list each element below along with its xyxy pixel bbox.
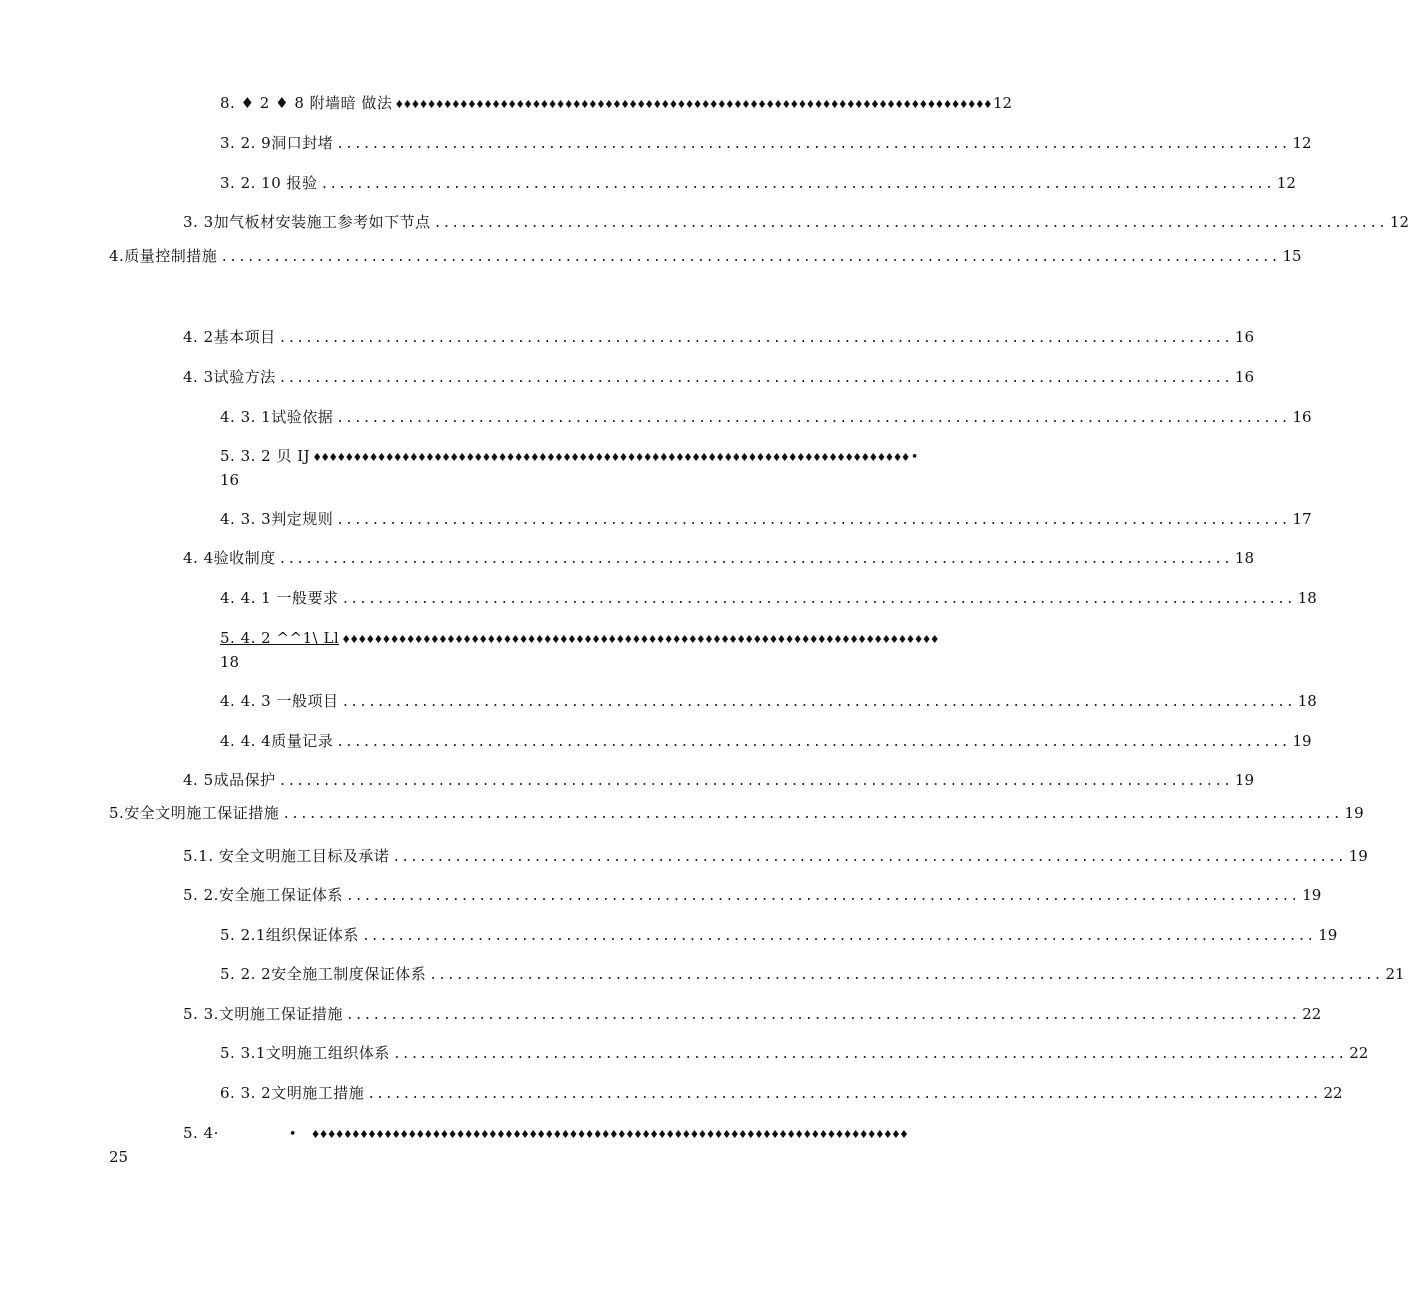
- toc-entry-page: 18: [220, 653, 240, 671]
- toc-entry-page: 18: [1234, 549, 1254, 567]
- toc-entry-page: 18: [1297, 589, 1317, 607]
- toc-entry[interactable]: [183, 365, 1254, 389]
- toc-entry[interactable]: [220, 91, 1013, 115]
- diamond-leader: ♦♦♦♦♦♦♦♦♦♦♦♦♦♦♦♦♦♦♦♦♦♦♦♦♦♦♦♦♦♦♦♦♦♦♦♦♦♦♦♦♦♦♦♦♦♦♦♦♦♦♦♦♦♦♦♦♦♦♦♦♦♦♦♦♦♦♦♦♦♦♦♦♦♦: [341, 633, 938, 646]
- toc-entry[interactable]: [220, 1081, 1343, 1105]
- toc-entry[interactable]: [220, 729, 1312, 753]
- toc-entry[interactable]: [109, 244, 1302, 268]
- toc-entry[interactable]: [220, 689, 1317, 713]
- bullet-icon: •: [288, 1127, 297, 1142]
- dot-leader: ............................................................................................................: [433, 216, 1387, 231]
- dot-leader: ............................................................................................................: [341, 695, 1295, 710]
- toc-entry-page: 16: [1234, 328, 1254, 346]
- toc-entry-page: 12: [1389, 213, 1409, 231]
- toc-entry[interactable]: [183, 210, 1409, 234]
- dot-leader: ............................................................................................................: [336, 513, 1290, 528]
- toc-entry-label: 5. 4·: [183, 1124, 219, 1142]
- leader-end-dot: •: [910, 450, 919, 465]
- toc-entry[interactable]: [183, 844, 1368, 868]
- toc-entry-page: 17: [1292, 510, 1312, 528]
- toc-entry-label: 5. 3. 2 贝 IJ: [220, 447, 311, 465]
- toc-entry[interactable]: [220, 171, 1296, 195]
- toc-entry-page: 19: [1292, 732, 1312, 750]
- toc-entry-page: 19: [1348, 847, 1368, 865]
- toc-entry-label: 4. 3. 3判定规则: [220, 510, 334, 528]
- toc-entry[interactable]: [183, 325, 1254, 349]
- toc-entry[interactable]: [183, 1002, 1322, 1026]
- toc-entry[interactable]: [183, 1121, 908, 1145]
- diamond-leader: ♦♦♦♦♦♦♦♦♦♦♦♦♦♦♦♦♦♦♦♦♦♦♦♦♦♦♦♦♦♦♦♦♦♦♦♦♦♦♦♦♦♦♦♦♦♦♦♦♦♦♦♦♦♦♦♦♦♦♦♦♦♦♦♦♦♦♦♦♦♦♦♦♦♦: [310, 1128, 908, 1141]
- dot-leader: ........................................................................................................................: [220, 250, 1280, 265]
- dot-leader: ............................................................................................................: [278, 371, 1232, 386]
- toc-entry[interactable]: [220, 586, 1317, 610]
- toc-entry-label: 5. 2. 2安全施工制度保证体系: [220, 965, 427, 983]
- toc-entry-page: 25: [109, 1148, 129, 1166]
- toc-entry[interactable]: [183, 768, 1254, 792]
- toc-entry-label: 4. 3试验方法: [183, 368, 276, 386]
- toc-entry-page: 19: [1344, 804, 1364, 822]
- toc-entry[interactable]: [183, 883, 1322, 907]
- toc-entry[interactable]: [220, 507, 1312, 531]
- toc-entry-page: 15: [1282, 247, 1302, 265]
- toc-entry-label: 5.1. 安全文明施工目标及承诺: [183, 847, 390, 865]
- dot-leader: ............................................................................................................: [345, 1008, 1300, 1023]
- dot-leader: ............................................................................................................: [336, 735, 1290, 750]
- toc-entry-label: 5. 2.1组织保证体系: [220, 926, 359, 944]
- toc-entry-page: 22: [1349, 1044, 1369, 1062]
- toc-entry-page: 16: [1292, 408, 1312, 426]
- toc-entry-page: 19: [1302, 886, 1322, 904]
- toc-entry-label: 5.安全文明施工保证措施: [109, 804, 280, 822]
- dot-leader: ............................................................................................................: [341, 592, 1295, 607]
- toc-entry-label: 8. ♦ 2 ♦ 8 附墙暗 做法: [220, 94, 393, 112]
- dot-leader: ............................................................................................................: [345, 889, 1300, 904]
- toc-entry-page: 12: [1276, 174, 1296, 192]
- toc-entry-label: 4. 4. 1 一般要求: [220, 589, 339, 607]
- toc-entry[interactable]: [220, 131, 1312, 155]
- dot-leader: ............................................................................................................: [392, 1047, 1347, 1062]
- toc-entry-label: 4. 5成品保护: [183, 771, 276, 789]
- toc-entry-page: 12: [992, 94, 1013, 112]
- toc-entry-label: 5. 4. 2 ^^1\ Ll: [220, 629, 340, 647]
- toc-entry-label: 4. 3. 1试验依据: [220, 408, 334, 426]
- toc-entry-page: 18: [1297, 692, 1317, 710]
- toc-entry[interactable]: [220, 626, 938, 650]
- dot-leader: ............................................................................................................: [278, 552, 1232, 567]
- toc-entry-label: 4. 4验收制度: [183, 549, 276, 567]
- toc-entry-page: 12: [1292, 134, 1312, 152]
- toc-entry[interactable]: [109, 801, 1364, 825]
- toc-entry[interactable]: [220, 1041, 1369, 1065]
- toc-entry-page: 19: [1234, 771, 1254, 789]
- toc-entry-label: 4. 2基本项目: [183, 328, 276, 346]
- toc-entry-label: 4.质量控制措施: [109, 247, 218, 265]
- toc-entry-label: 3. 2. 9洞口封堵: [220, 134, 334, 152]
- toc-entry[interactable]: [183, 546, 1254, 570]
- dot-leader: ............................................................................................................: [361, 929, 1316, 944]
- diamond-leader: ♦♦♦♦♦♦♦♦♦♦♦♦♦♦♦♦♦♦♦♦♦♦♦♦♦♦♦♦♦♦♦♦♦♦♦♦♦♦♦♦♦♦♦♦♦♦♦♦♦♦♦♦♦♦♦♦♦♦♦♦♦♦♦♦♦♦♦♦♦♦♦♦♦♦: [394, 98, 991, 111]
- toc-entry-label: 5. 3.文明施工保证措施: [183, 1005, 343, 1023]
- toc-entry-page: 19: [1318, 926, 1338, 944]
- toc-entry-label: 4. 4. 3 一般项目: [220, 692, 339, 710]
- toc-entry[interactable]: [220, 405, 1312, 429]
- toc-entry[interactable]: [220, 962, 1405, 986]
- dot-leader: ............................................................................................................: [429, 968, 1383, 983]
- dot-leader: ............................................................................................................: [336, 137, 1290, 152]
- dot-leader: ............................................................................................................: [392, 850, 1346, 865]
- toc-entry-label: 3. 3加气板材安装施工参考如下节点: [183, 213, 431, 231]
- toc-entry-page: 22: [1323, 1084, 1343, 1102]
- toc-entry[interactable]: [220, 923, 1338, 947]
- dot-leader: ............................................................................................................: [367, 1087, 1321, 1102]
- toc-entry-label: 6. 3. 2文明施工措施: [220, 1084, 365, 1102]
- toc-entry-label: 4. 4. 4质量记录: [220, 732, 334, 750]
- toc-entry-label: 3. 2. 10 报验: [220, 174, 318, 192]
- dot-leader: ........................................................................................................................: [282, 807, 1342, 822]
- diamond-leader: ♦♦♦♦♦♦♦♦♦♦♦♦♦♦♦♦♦♦♦♦♦♦♦♦♦♦♦♦♦♦♦♦♦♦♦♦♦♦♦♦♦♦♦♦♦♦♦♦♦♦♦♦♦♦♦♦♦♦♦♦♦♦♦♦♦♦♦♦♦♦♦♦♦♦: [312, 451, 909, 464]
- dot-leader: ............................................................................................................: [336, 411, 1290, 426]
- dot-leader: ............................................................................................................: [278, 774, 1232, 789]
- toc-entry-page: 21: [1385, 965, 1405, 983]
- dot-leader: ............................................................................................................: [320, 177, 1274, 192]
- toc-entry[interactable]: [220, 444, 919, 468]
- toc-entry-label: 5. 2.安全施工保证体系: [183, 886, 343, 904]
- toc-entry-page: 16: [220, 471, 240, 489]
- toc-entry-page: 16: [1234, 368, 1254, 386]
- toc-entry-label: 5. 3.1文明施工组织体系: [220, 1044, 390, 1062]
- dot-leader: ............................................................................................................: [278, 331, 1232, 346]
- toc-entry-page: 22: [1302, 1005, 1322, 1023]
